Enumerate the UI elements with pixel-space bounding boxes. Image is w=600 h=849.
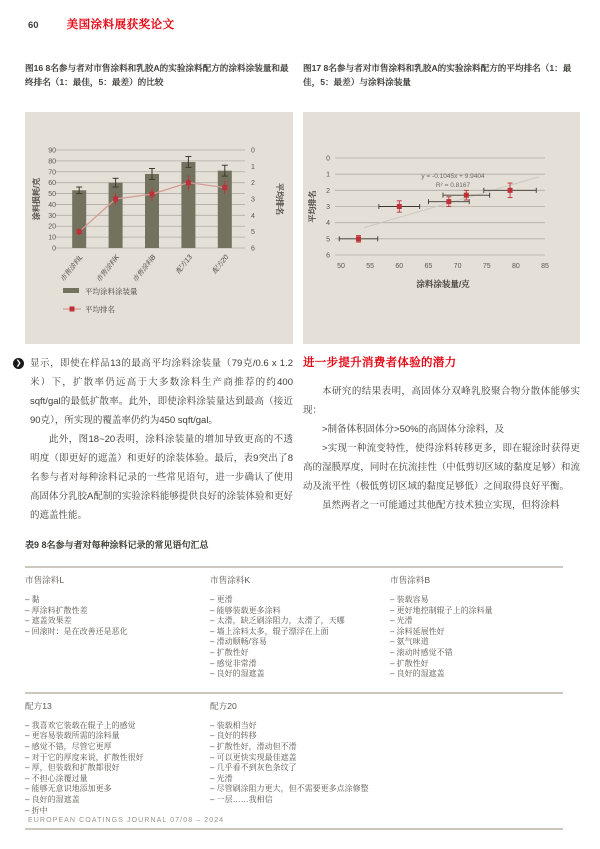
svg-text:50: 50 (337, 263, 345, 270)
table-item: – 扩散性好 (390, 658, 429, 668)
figure16-caption: 图16 8名参与者对市售涂料和乳胶A的实验涂料配方的涂料涂装量和最终排名（1：最佳，5：最差）的比较 (25, 63, 289, 87)
table-item: – 可以更快实现最佳遮盖 (210, 752, 297, 762)
body-column-right (303, 354, 580, 515)
table-item: – 尽管刷涂阻力更大，但不需要更多点涂修整 (210, 784, 369, 794)
column-header: 配方13 (25, 700, 52, 711)
svg-text:配方13: 配方13 (175, 253, 194, 276)
table9-title: 表9 8名参与者对每种涂料记录的常见语句汇总 (25, 540, 209, 550)
svg-text:80: 80 (48, 158, 56, 166)
figure17-scatter-chart (303, 112, 580, 344)
figure17-caption: 图17 8名参与者对市售涂料和乳胶A的实验涂料配方的平均排名（1：最佳，5：最差）与涂料涂装量 (303, 63, 572, 87)
section-title: 美国涂料展获奖论文 (66, 19, 175, 31)
column-header: 配方20 (210, 700, 237, 711)
table-item: – 我喜欢它装载在辊子上的感觉 (25, 720, 136, 730)
table-item: – 扩散性好 (210, 647, 249, 657)
table-item: – 涂料延展性好 (390, 626, 445, 636)
table-item: – 不担心涂覆过量 (25, 773, 88, 783)
body-paragraph: 本研究的结果表明，高固体分双峰乳胶聚合物分散体能够实现： (303, 386, 580, 416)
table-item: – 良好的转移 (210, 731, 257, 741)
svg-text:3: 3 (251, 196, 255, 204)
continued-arrow-icon: ❯ (13, 358, 24, 369)
page-number: 60 (28, 20, 39, 31)
svg-text:90: 90 (48, 147, 56, 155)
svg-text:70: 70 (48, 169, 56, 177)
column-header: 市售涂料B (390, 575, 431, 585)
svg-text:4: 4 (326, 220, 330, 228)
table-item: – 装载容易 (390, 595, 429, 604)
column-items (210, 721, 390, 806)
table-item: – 更容易装载所需的涂料量 (25, 731, 120, 741)
table-item: – 厚，但装载和扩散都很好 (25, 763, 120, 773)
svg-text:60: 60 (48, 180, 56, 188)
svg-text:6: 6 (326, 252, 330, 260)
svg-text:30: 30 (48, 212, 56, 220)
svg-text:50: 50 (48, 191, 56, 199)
svg-text:55: 55 (366, 263, 375, 270)
svg-text:涂料损耗/克: 涂料损耗/克 (32, 177, 41, 221)
svg-text:2: 2 (326, 187, 330, 195)
column-items (25, 595, 210, 637)
figure17-panel (303, 112, 580, 344)
table-item: – 滚动时感觉不错 (390, 647, 453, 657)
table-item: – 墙上涂料太多，辊子漂浮在上面 (210, 626, 329, 636)
table9-col-market-l (25, 574, 210, 680)
svg-text:40: 40 (48, 201, 56, 209)
svg-text:5: 5 (251, 229, 255, 237)
svg-text:65: 65 (424, 263, 433, 270)
table-item: – 遮盖效果差 (25, 616, 72, 626)
svg-text:y = -0.1045x + 9.9404: y = -0.1045x + 9.9404 (421, 173, 485, 180)
svg-text:涂料涂装量/克: 涂料涂装量/克 (416, 279, 470, 289)
table-item: – 能够无意识地添加更多 (25, 784, 112, 794)
svg-text:平均排名: 平均排名 (275, 183, 284, 215)
table9-row-market-paints (25, 566, 563, 692)
body-paragraph: 虽然两者之一可能通过其他配方技术独立实现，但将涂料 (322, 500, 560, 511)
svg-text:R² = 0.8167: R² = 0.8167 (435, 182, 471, 189)
table-item: – 更滑 (210, 595, 233, 604)
table9 (25, 538, 563, 830)
bullet-paragraph: >制备体积固体分>50%的高固体分涂料，及 (322, 424, 505, 435)
table-item: – 对于它的厚度来说，扩散性很好 (25, 752, 144, 762)
table9-col-formulation-13 (25, 700, 210, 816)
column-items (390, 595, 563, 680)
table-item: – 良好的湿遮盖 (210, 669, 265, 679)
table-item: – 黏 (25, 595, 40, 604)
column-items (25, 721, 210, 816)
table-item: – 光滑 (390, 616, 413, 626)
svg-text:4: 4 (251, 212, 255, 220)
journal-footer: EUROPEAN COATINGS JOURNAL 07/08 – 2024 (28, 817, 225, 824)
column-items (210, 595, 390, 680)
svg-text:2: 2 (251, 180, 255, 188)
table-item: – 折中 (25, 805, 48, 815)
table9-col-market-k (210, 574, 390, 680)
svg-text:0: 0 (326, 155, 330, 163)
bullet-paragraph: >实现一种流变特性，使得涂料转移更多，即在辊涂时获得更高的湿膜厚度，同时在抗流挂性（中低剪切区域的黏度足够）和流动及流平性（极低剪切区域的黏度足够低）之间取得良好平衡。 (303, 443, 580, 492)
svg-text:平均涂料涂装量: 平均涂料涂装量 (85, 287, 138, 296)
table-item: – 良好的湿遮盖 (390, 669, 445, 679)
table9-col-empty (390, 700, 563, 816)
svg-text:60: 60 (395, 263, 404, 270)
table-item: – 感觉不错，尽管它更厚 (25, 741, 112, 751)
body-column-left (15, 354, 293, 525)
table-item: – 良好的湿遮盖 (25, 794, 80, 804)
table-item: – 更好地控制辊子上的涂料量 (390, 605, 493, 615)
svg-text:6: 6 (251, 245, 255, 253)
svg-text:配方20: 配方20 (211, 253, 231, 276)
page-header (28, 16, 175, 32)
svg-text:75: 75 (482, 263, 491, 270)
svg-text:1: 1 (251, 163, 255, 171)
column-header: 市售涂料K (210, 575, 251, 585)
table9-col-market-b (390, 574, 563, 680)
svg-text:平均排名: 平均排名 (308, 190, 317, 223)
table-item: – 一层……我相信 (210, 794, 273, 804)
table-item: – 厚涂料扩散性差 (25, 605, 88, 615)
table-item: – 几乎看不到灰色条纹了 (210, 763, 297, 773)
svg-text:5: 5 (326, 236, 330, 244)
svg-text:3: 3 (326, 204, 330, 211)
svg-text:平均排名: 平均排名 (85, 305, 115, 314)
svg-text:1: 1 (326, 171, 330, 179)
svg-text:20: 20 (48, 223, 56, 231)
column-header: 市售涂料L (25, 575, 65, 585)
body-text: 显示，即使在样品13的最高平均涂料涂装量（79克/0.6 x 1.2米）下，扩散率仍远高于大多数涂料生产商推荐的约400 sqft/gal的最低扩散率。此外，即使涂料涂装量达到最高（接近90克），所实现的覆盖率仍约为450 sqft/gal。 (30, 358, 293, 426)
figure16-bar-line-chart (25, 112, 293, 344)
svg-text:市售涂料L: 市售涂料L (59, 253, 85, 284)
svg-text:80: 80 (511, 263, 520, 270)
table-item: – 装载相当好 (210, 720, 257, 730)
body-paragraph (15, 354, 293, 430)
table-item: – 氨气味道 (390, 637, 429, 647)
svg-text:市售涂料K: 市售涂料K (95, 253, 122, 284)
svg-text:70: 70 (453, 263, 462, 270)
svg-text:10: 10 (48, 234, 56, 242)
table-item: – 感觉非常滑 (210, 658, 257, 668)
table-item: – 滑动顺畅/容易 (210, 637, 267, 647)
svg-text:0: 0 (52, 245, 56, 253)
figure16-panel (25, 112, 293, 344)
table9-row-formulations (25, 692, 563, 830)
svg-text:0: 0 (251, 147, 255, 155)
table9-col-formulation-20 (210, 700, 390, 816)
table-item: – 太滑，缺乏刷涂阻力，太滑了，天哪 (210, 616, 345, 626)
body-paragraph: 此外，图18~20表明，涂料涂装量的增加导致更高的不透明度（即更好的遮盖）和更好的涂装体验。最后，表9突出了8名参与者对每种涂料记录的一些常见语句，进一步确认了使用高固体分乳胶A配制的实验涂料能够提供良好的涂装体验和更好的遮盖性能。 (30, 434, 293, 521)
svg-text:市售涂料B: 市售涂料B (131, 253, 158, 284)
table-item: – 扩散性好，滑动但不滑 (210, 741, 297, 751)
table-item: – 能够装载更多涂料 (210, 605, 281, 615)
svg-text:85: 85 (541, 263, 549, 270)
table-item: – 回滚时：是在改善还是恶化 (25, 626, 128, 636)
table-item: – 光滑 (210, 773, 233, 783)
section-subheading: 进一步提升消费者体验的潜力 (303, 357, 457, 369)
